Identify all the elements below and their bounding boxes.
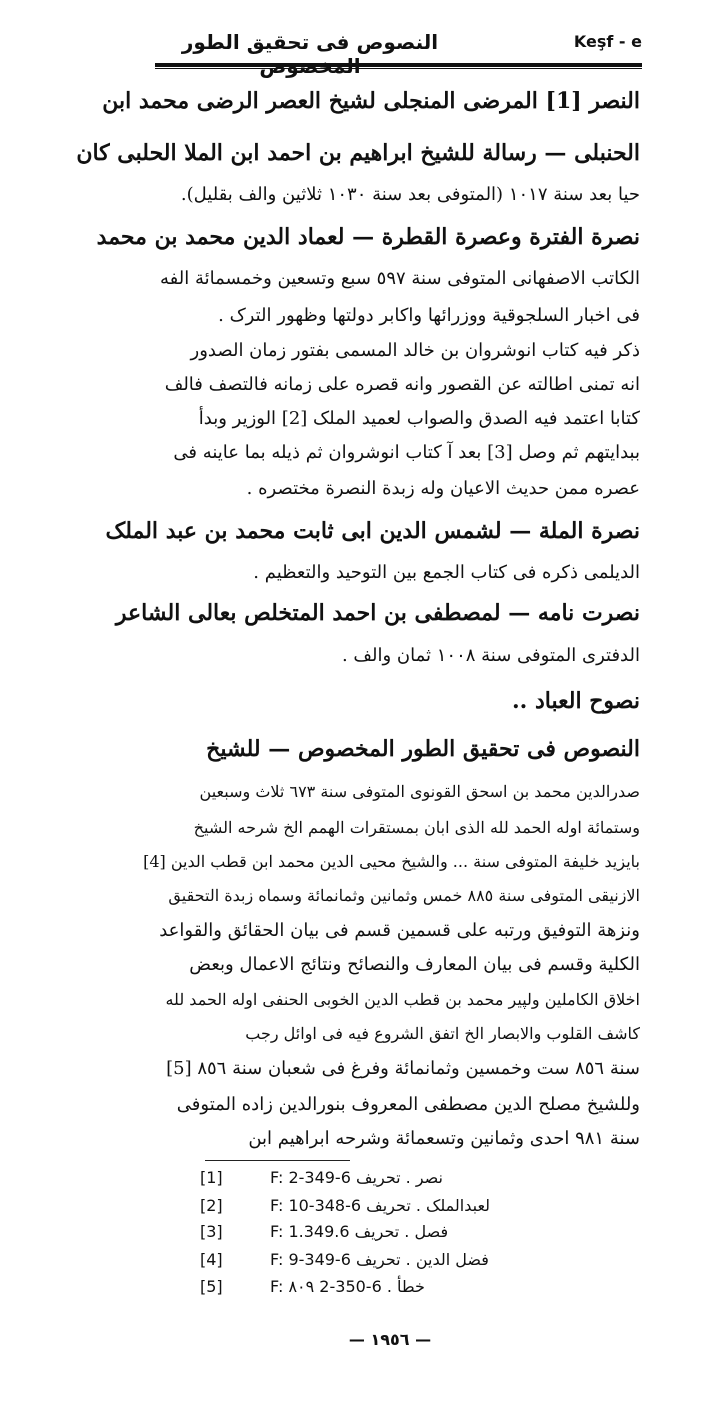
text-line: نصوح العباد .. <box>512 688 640 714</box>
text-line: بایزید خلیفة المتوفی سنة ... والشیخ محیی الدین محمد ابن قطب الدین [4] <box>143 852 640 871</box>
text-line: الکاتب الاصفهانی المتوفی سنة ٥٩٧ سبع وتسعین وخمسمائة الفه <box>160 268 640 289</box>
text-line: الکلیة وقسم فی بیان المعارف والنصائح ونتائج الاعمال وبعض <box>189 954 640 975</box>
text-line: الدیلمی ذکره فی کتاب الجمع بین التوحید والتعظیم . <box>253 562 640 583</box>
footnote-text: F: 10-348-6 لعبدالملک . تحریف <box>270 1196 491 1215</box>
footnote <box>200 1196 520 1222</box>
text-line: الازنیقی المتوفی سنة ٨٨٥ خمس وثمانین وثمانمائة وسماه زبدة التحقیق <box>168 886 640 905</box>
text-line: کاشف القلوب والابصار الخ اتفق الشروع فیه فی اوائل رجب <box>245 1024 640 1043</box>
footnote-number: [3] <box>200 1222 223 1241</box>
text-line: النصوص فی تحقیق الطور المخصوص — للشیخ <box>206 736 640 762</box>
footnote <box>200 1168 520 1194</box>
footnote-text: F: 9-349-6 فضل الدین . تحریف <box>270 1250 489 1269</box>
footnote <box>200 1222 520 1248</box>
text-line: عصره ممن حدیث الاعیان وله زبدة النصرة مختصره . <box>246 478 640 499</box>
footnote <box>200 1250 520 1276</box>
text-line: ذکر فیه کتاب انوشروان بن خالد المسمی بفتور زمان الصدور <box>190 340 640 361</box>
text-line: نصرة الفترة وعصرة القطرة — لعماد الدین محمد بن محمد <box>96 224 640 250</box>
text-line: نصرت نامه — لمصطفی بن احمد المتخلص بعالی الشاعر <box>115 600 640 626</box>
running-code: Keşf - e <box>573 32 642 51</box>
text-line: الحنبلی — رسالة للشیخ ابراهیم بن احمد ابن الملا الحلبی کان <box>76 140 640 166</box>
text-line: ونزهة التوفیق ورتبه علی قسمین قسم فی بیان الحقائق والقواعد <box>159 920 640 941</box>
footnote-number: [5] <box>200 1277 223 1296</box>
text-line: کتابا اعتمد فیه الصدق والصواب لعمید الملک [2] الوزیر وبدأ <box>198 408 640 429</box>
text-line: صدرالدین محمد بن اسحق القونوی المتوفی سنة ٦٧٣ ثلاث وسبعین <box>199 782 640 801</box>
text-line: فی اخبار السلجوقیة ووزرائها واکابر دولتها وظهور الترک . <box>218 305 640 326</box>
text-line: اخلاق الکاملین ولپیر محمد بن قطب الدین الخوبی الحنفی اوله الحمد لله <box>165 990 640 1009</box>
text-line: النصر [1] المرضی المنجلی لشیخ العصر الرضی محمد ابن <box>102 88 640 114</box>
footnote-number: [4] <box>200 1250 223 1269</box>
footnote-rule <box>205 1160 350 1161</box>
text-line: وللشیخ مصلح الدین مصطفی المعروف بنورالدین زاده المتوفی <box>176 1094 640 1115</box>
page-number: — ١٩٥٦ — <box>348 1330 432 1349</box>
running-title: النصوص فی تحقیق الطور <box>181 30 439 54</box>
text-line: نصرة الملة — لشمس الدین ابی ثابت محمد بن عبد الملک <box>105 518 640 544</box>
footnote-number: [1] <box>200 1168 223 1187</box>
text-line: سنة ٩٨١ احدی وثمانین وتسعمائة وشرحه ابراهیم ابن <box>248 1128 640 1149</box>
footnote-text: F: 1.349.6 فصل . تحریف <box>270 1222 449 1241</box>
text-line: وستمائة اوله الحمد لله الذی ابان بمستقرات الهمم الخ شرحه الشیخ <box>193 818 640 837</box>
footnote-text: F: 2-349-6 نصر . تحریف <box>270 1168 444 1187</box>
text-line: ببدایتهم ثم وصل [3] بعد آ کتاب انوشروان ثم ذیله بما عاینه فی <box>173 442 640 463</box>
text-line: سنة ٨٥٦ ست وخمسین وثمانمائة وفرغ فی شعبان سنة ٨٥٦ [5] <box>166 1058 640 1079</box>
text-line: حیا بعد سنة ١٠١٧ (المتوفی بعد سنة ١٠٣٠ ثلاثین والف بقلیل). <box>180 184 640 205</box>
text-line: انه تمنی اطالته عن القصور وانه قصره علی زمانه فالتصف فالف <box>164 374 640 395</box>
main-text <box>76 0 640 1160</box>
footnote <box>200 1277 520 1303</box>
footnote-number: [2] <box>200 1196 223 1215</box>
text-line: الدفتری المتوفی سنة ١٠٠٨ ثمان والف . <box>341 645 640 666</box>
footnote-text: F: ٨٠٩ 2-350-6 . خطأ <box>270 1277 425 1296</box>
